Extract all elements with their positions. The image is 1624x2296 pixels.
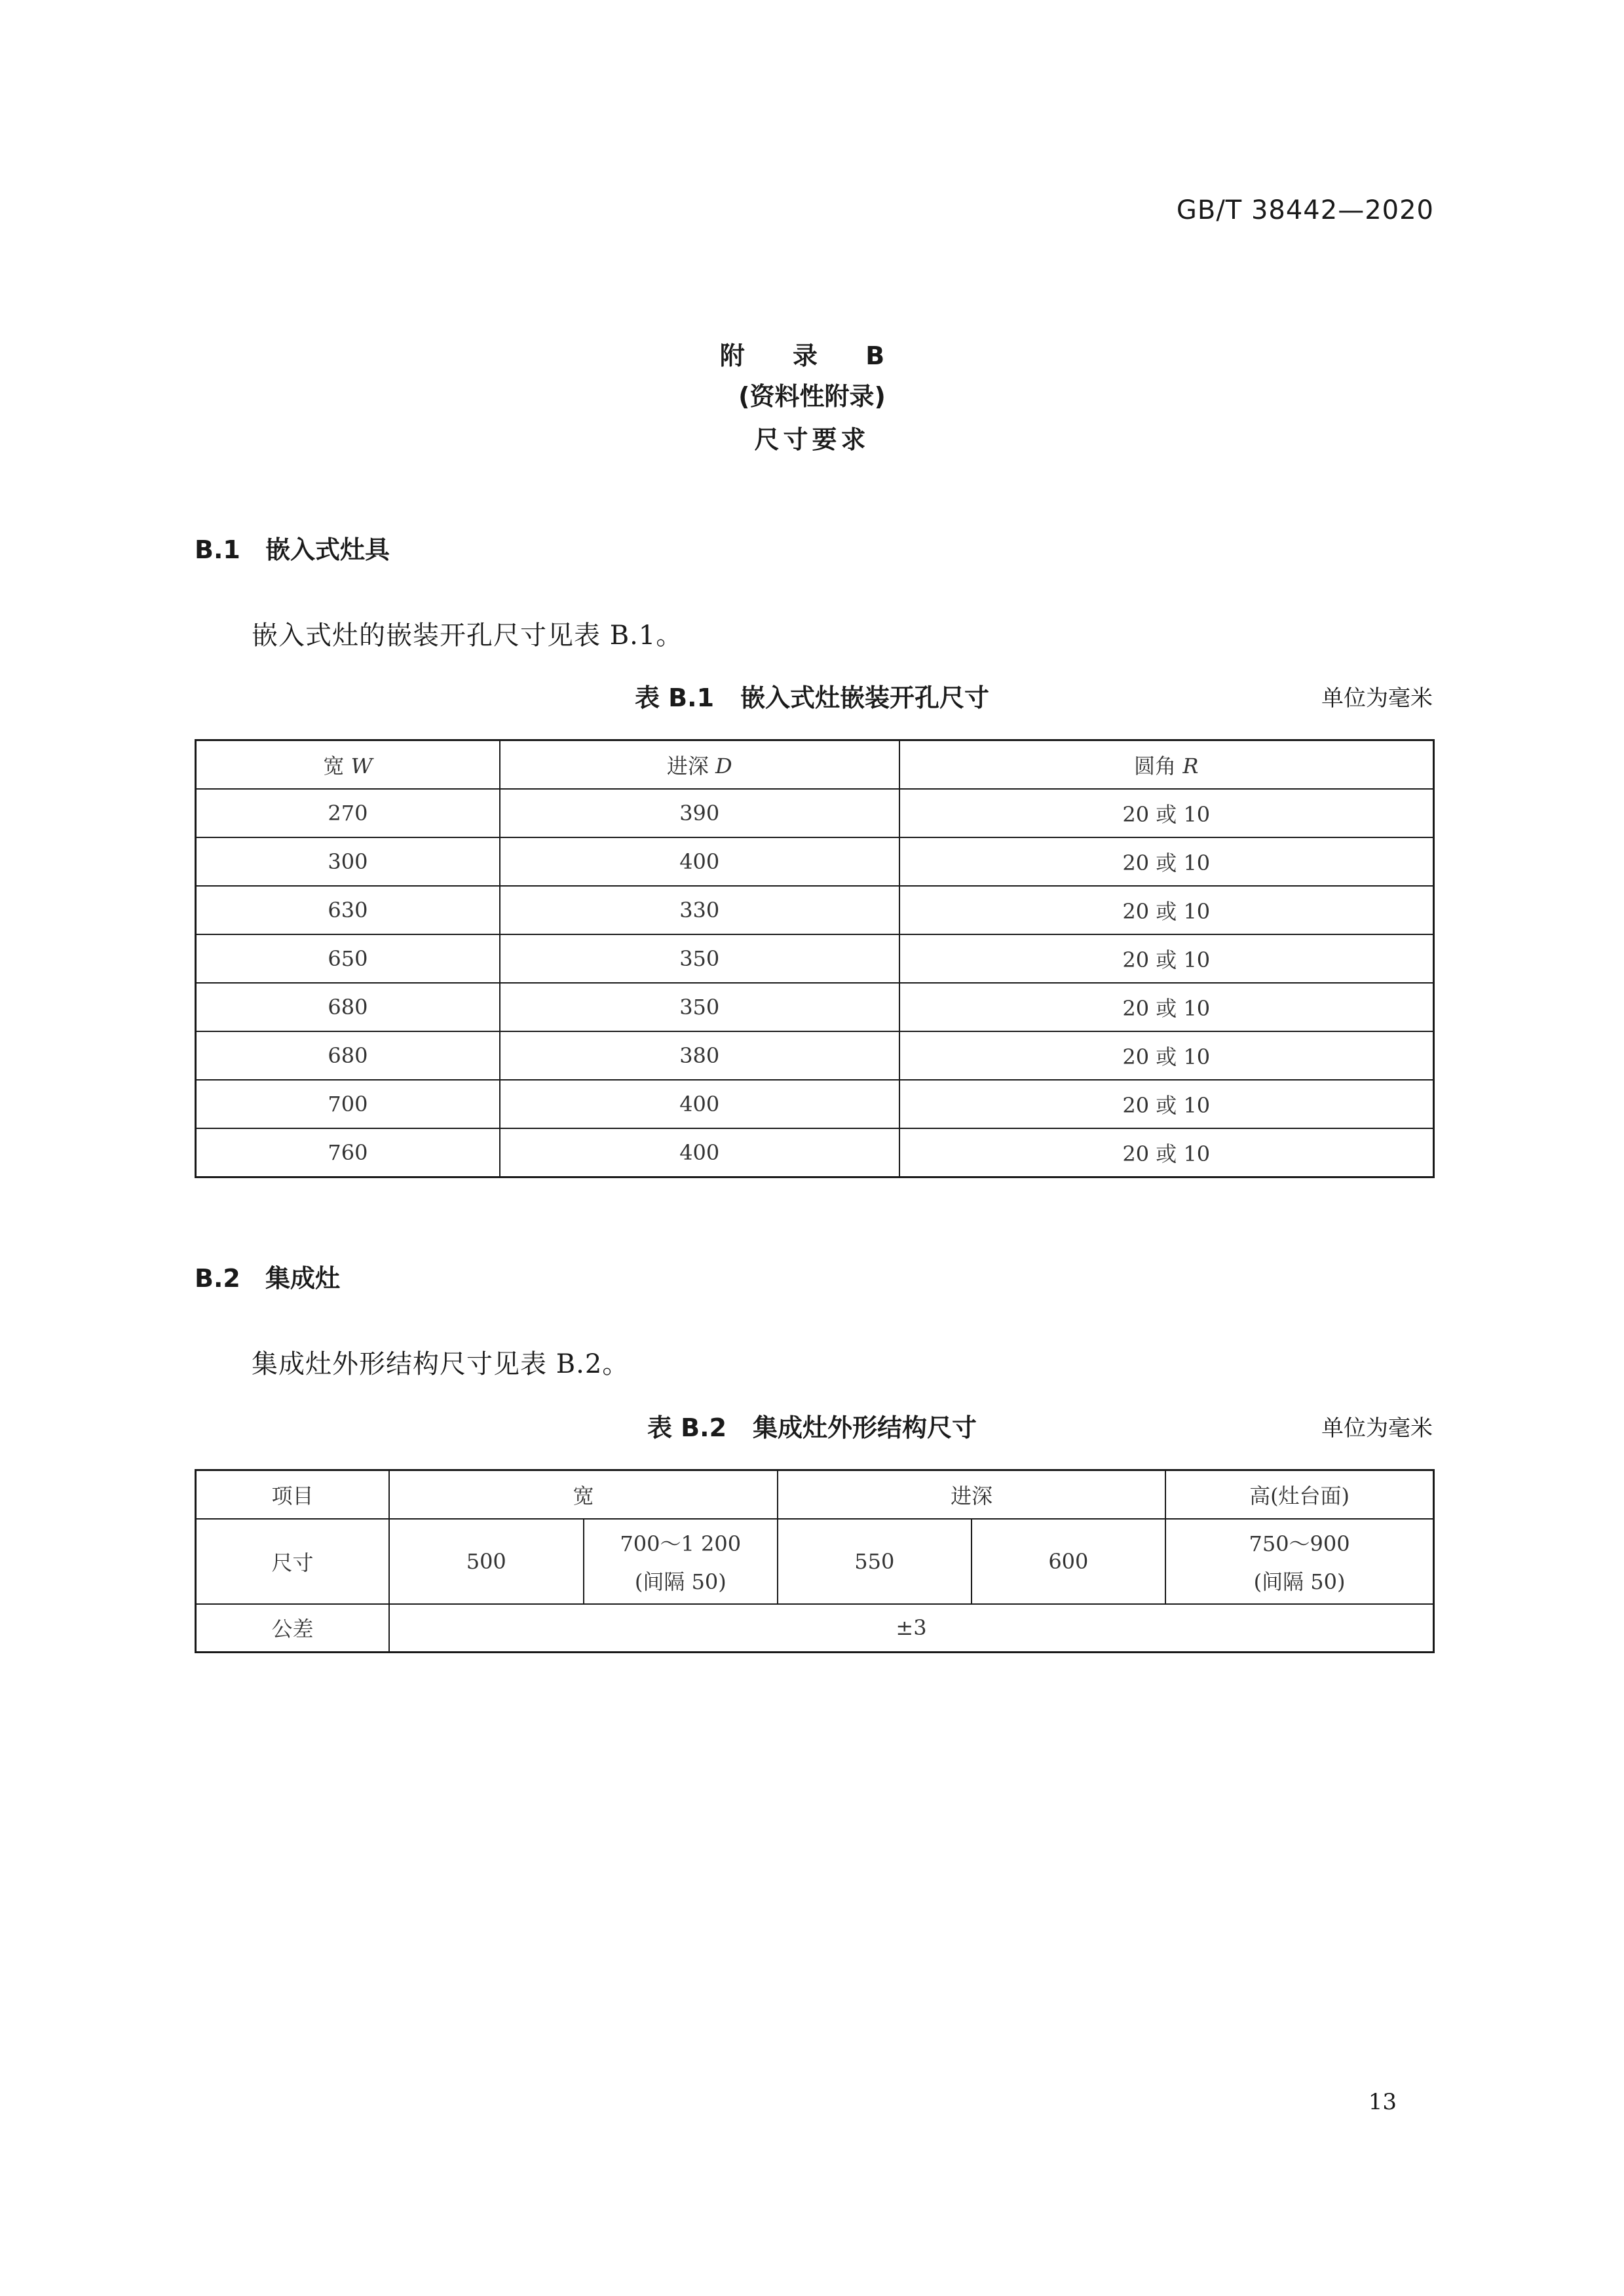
table-b1-unit: 单位为毫米 xyxy=(1321,685,1433,712)
table-cell: 700 xyxy=(196,1080,500,1128)
table-cell: 380 xyxy=(500,1031,899,1080)
table-cell: 680 xyxy=(196,1031,500,1080)
table-cell: 350 xyxy=(500,983,899,1031)
table-b1-number: 表 B.1 xyxy=(634,683,715,712)
table-cell: 20 或 10 xyxy=(899,1031,1434,1080)
table-cell: 680 xyxy=(196,983,500,1031)
table-row xyxy=(196,1604,1434,1653)
height-interval: (间隔 50) xyxy=(1253,1569,1346,1594)
appendix-title: 附 录 B xyxy=(719,341,905,370)
table-cell: 400 xyxy=(500,1080,899,1128)
table-row xyxy=(196,789,1434,837)
table-cell: 350 xyxy=(500,934,899,983)
table-row xyxy=(196,1080,1434,1128)
table-b1-title: 嵌入式灶嵌装开孔尺寸 xyxy=(740,683,990,712)
table-cell: 630 xyxy=(196,886,500,934)
section-b2-number: B.2 xyxy=(195,1264,240,1293)
table-b2-header-width: 宽 xyxy=(389,1470,778,1519)
width-b-range: 700～1 200 xyxy=(620,1531,742,1556)
width-a-cell: 500 xyxy=(389,1519,584,1604)
table-cell: 20 或 10 xyxy=(899,837,1434,886)
section-b2-heading xyxy=(195,1258,340,1294)
height-cell xyxy=(1165,1519,1433,1604)
table-b2 xyxy=(195,1469,1435,1653)
table-cell: 20 或 10 xyxy=(899,934,1434,983)
table-b1-header-depth: 进深 D xyxy=(500,740,899,790)
section-b1-number: B.1 xyxy=(195,535,240,564)
table-cell: 270 xyxy=(196,789,500,837)
section-b1-heading xyxy=(195,529,390,565)
table-row xyxy=(196,1031,1434,1080)
section-b2-title: 集成灶 xyxy=(265,1264,341,1293)
table-row xyxy=(196,886,1434,934)
table-b2-header-item: 项目 xyxy=(196,1470,389,1519)
table-b1 xyxy=(195,739,1435,1178)
table-cell: 20 或 10 xyxy=(899,886,1434,934)
table-b1-header-radius: 圆角 R xyxy=(899,740,1434,790)
table-row xyxy=(196,983,1434,1031)
section-b2-paragraph: 集成灶外形结构尺寸见表 B.2。 xyxy=(252,1349,630,1379)
table-b2-title: 集成灶外形结构尺寸 xyxy=(753,1413,977,1442)
width-b-cell xyxy=(584,1519,778,1604)
appendix-subtitle: (资料性附录) xyxy=(738,382,886,411)
table-cell: 390 xyxy=(500,789,899,837)
section-b1-title: 嵌入式灶具 xyxy=(265,535,390,564)
table-cell: 20 或 10 xyxy=(899,789,1434,837)
table-b2-unit: 单位为毫米 xyxy=(1321,1415,1433,1442)
table-cell: 20 或 10 xyxy=(899,1080,1434,1128)
tolerance-label-cell: 公差 xyxy=(196,1604,389,1653)
table-b2-header-row xyxy=(196,1470,1434,1519)
size-label-cell: 尺寸 xyxy=(196,1519,389,1604)
table-b2-header-height: 高(灶台面) xyxy=(1165,1470,1433,1519)
table-cell: 300 xyxy=(196,837,500,886)
page-number: 13 xyxy=(1368,2089,1397,2115)
table-cell: 400 xyxy=(500,837,899,886)
table-cell: 330 xyxy=(500,886,899,934)
table-row xyxy=(196,1128,1434,1177)
table-cell: 20 或 10 xyxy=(899,1128,1434,1177)
section-b1-paragraph: 嵌入式灶的嵌装开孔尺寸见表 B.1。 xyxy=(252,621,683,651)
appendix-topic: 尺寸要求 xyxy=(754,425,870,454)
depth-a-cell: 550 xyxy=(778,1519,972,1604)
table-row xyxy=(196,934,1434,983)
standard-code: GB/T 38442—2020 xyxy=(1176,195,1434,225)
height-range: 750～900 xyxy=(1249,1531,1350,1556)
table-b1-header-width: 宽 W xyxy=(196,740,500,790)
table-row xyxy=(196,1519,1434,1604)
table-b1-header-row xyxy=(196,740,1434,790)
table-cell: 400 xyxy=(500,1128,899,1177)
table-row xyxy=(196,837,1434,886)
table-cell: 760 xyxy=(196,1128,500,1177)
depth-b-cell: 600 xyxy=(972,1519,1166,1604)
table-cell: 650 xyxy=(196,934,500,983)
table-b2-number: 表 B.2 xyxy=(647,1413,727,1442)
table-cell: 20 或 10 xyxy=(899,983,1434,1031)
tolerance-value-cell: ±3 xyxy=(389,1604,1434,1653)
table-b2-header-depth: 进深 xyxy=(778,1470,1165,1519)
width-b-interval: (间隔 50) xyxy=(634,1569,727,1594)
